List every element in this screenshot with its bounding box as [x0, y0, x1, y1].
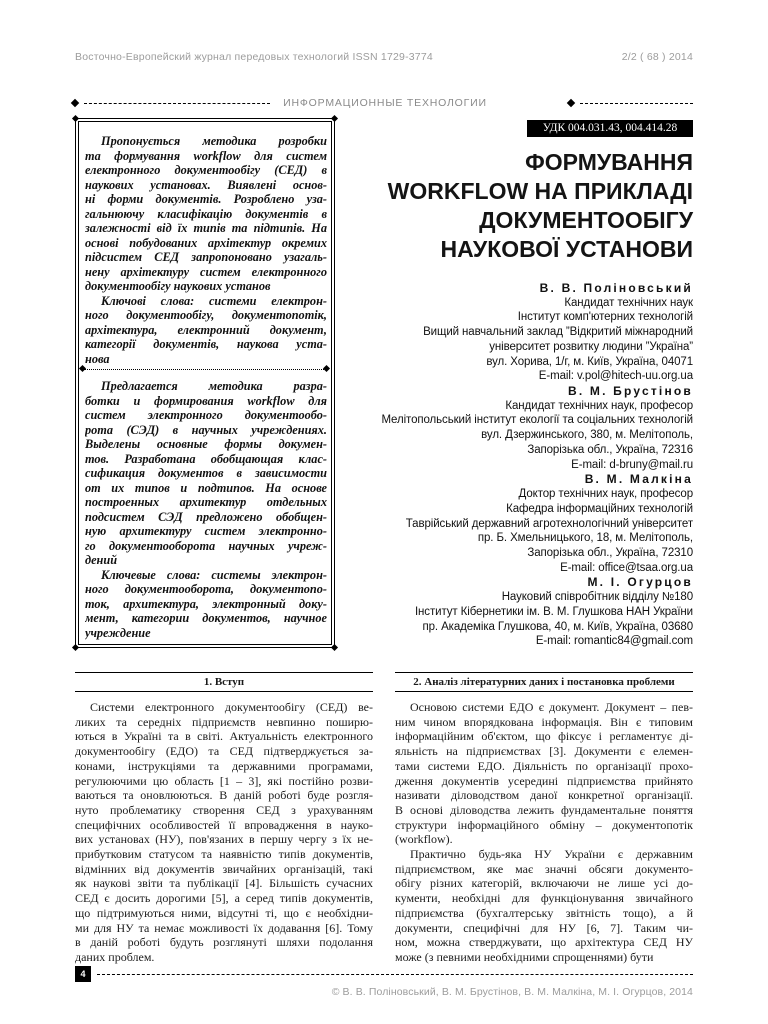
text-line: прибутковим статусом та наявністю типів документів,: [75, 847, 373, 862]
text-line: даних проблем.: [75, 949, 155, 964]
abstract-russian: [85, 379, 327, 640]
udk-code: УДК 004.031.43, 004.414.28: [527, 120, 693, 137]
text-line: документи, специфічні для НУ [6, 7]. Таким чи-: [395, 920, 693, 935]
text-line: ную архитектуру систем электронно-: [85, 524, 327, 538]
author-name: М. І. Огурцов: [587, 575, 693, 590]
author-detail-line: Таврійський державний агротехнологічний університет: [405, 517, 693, 530]
text-line: рота (СЭД) в научных учреждениях.: [85, 422, 327, 437]
text-line: обігу різних категорій, включаючи не лише усі до-: [395, 876, 693, 891]
text-line: структури інформаційного обміну – документопотік: [395, 817, 693, 832]
text-line: от их типов и подтипов. На основе: [85, 480, 327, 495]
author-name: В. В. Поліновський: [539, 281, 693, 295]
text-line: залежності від їх типів та підтипів. На: [85, 221, 327, 235]
author-block: [333, 384, 693, 472]
journal-title: Восточно-Европейский журнал передовых технологий ISSN 1729-3774: [75, 51, 433, 63]
author-detail-line: Кандидат технічних наук: [564, 296, 693, 309]
journal-section-title: ИНФОРМАЦИОННЫЕ ТЕХНОЛОГИИ: [283, 97, 487, 109]
author-detail-line: Науковий співробітник відділу №180: [501, 591, 693, 604]
text-line: (workflow).: [395, 832, 453, 847]
text-line: відмінних від документів звичайних організацій, такі: [75, 861, 373, 876]
text-line: В основі діловодства лежить фундаментальне поняття: [395, 802, 693, 817]
title-line: WORKFLOW НА ПРИКЛАДІ: [387, 178, 693, 204]
author-detail-line: E-mail: d-bruny@mail.ru: [571, 458, 693, 471]
text-line: ним чином впорядкована інформація. Він є типовим: [395, 714, 693, 729]
paragraph: [75, 700, 373, 965]
text-line: в даній роботі будуть розглянуті шляхи подолання: [75, 935, 373, 950]
author-detail-line: E-mail: v.pol@hitech-uu.org.ua: [538, 370, 693, 383]
text-line: дений: [85, 553, 118, 567]
author-block: [333, 575, 693, 649]
author-detail-line: університет розвитку людини ”Україна”: [489, 340, 693, 353]
author-detail-line: вул. Дзержинського, 380, м. Мелітополь,: [481, 429, 693, 442]
paragraph: [85, 134, 327, 294]
abstract-separator: [84, 369, 326, 370]
text-line: мент, категории документов, научное: [85, 611, 327, 625]
paragraph: [395, 700, 693, 847]
text-line: го документооборота научных учреж-: [85, 538, 327, 553]
text-line: може (з певними необхідними спрощеннями) бути: [395, 949, 654, 964]
text-line: Ключевые слова: системы электрон-: [101, 567, 327, 582]
text-line: Ключові слова: системи електрон-: [101, 293, 327, 308]
author-detail-line: Доктор технічних наук, професор: [518, 488, 693, 501]
author-detail-line: пр. Академіка Глушкова, 40, м. Київ, Україна, 03680: [422, 620, 693, 633]
title-line: ДОКУМЕНТООБІГУ: [479, 207, 693, 233]
author-detail-line: Кафедра інформаційних технологій: [506, 502, 693, 515]
author-name: В. М. Брустінов: [567, 384, 693, 399]
text-line: основі побудованих архітектур окремих: [85, 235, 327, 250]
author-block: [333, 281, 693, 384]
author-detail-line: пр. Б. Хмельницького, 18, м. Мелітополь,: [477, 532, 693, 545]
text-line: ються в Україні та в світі. Актуальність електронного: [75, 729, 373, 744]
text-line: СЕД є досить дорогими [5], а серед типів документів,: [75, 891, 373, 906]
text-line: інформаційним об'єктом, що фіксує і регламентує ді-: [395, 729, 693, 744]
body-column-right: [395, 700, 693, 965]
text-line: Выделены основные формы докумен-: [85, 437, 327, 451]
text-line: нова: [85, 351, 110, 366]
corner-ornament-icon: [72, 644, 79, 651]
text-line: Пропонується методика розробки: [101, 134, 327, 148]
text-line: ботки и формирования workflow для: [85, 393, 327, 408]
diamond-ornament-icon: [567, 99, 575, 107]
text-line: систем электронного документообо-: [85, 408, 327, 422]
page-number: 4: [75, 966, 91, 982]
text-line: як наукові звіти та публікації [4]. Більшість сучасних: [75, 876, 373, 891]
paragraph: [85, 294, 327, 367]
author-list: [333, 281, 693, 649]
text-line: категорії документів, наукова уста-: [85, 337, 327, 351]
text-line: кументи, необхідні для функціонування звичайного: [395, 891, 693, 906]
body-column-left: [75, 700, 373, 965]
dashed-rule: [580, 103, 693, 104]
text-line: ваються та оновлюються. В даній роботі буде розгля-: [75, 788, 373, 803]
text-line: та формування workflow для систем: [85, 148, 327, 163]
abstract-box: [75, 118, 335, 648]
text-line: яльність на підприємствах [3]. Документи є елемен-: [395, 744, 693, 759]
text-line: ні форми документів. Розроблено уза-: [85, 192, 327, 206]
text-line: наукових установах. Виявлені основ-: [85, 177, 327, 192]
text-line: електронного документообігу (СЕД) в: [85, 163, 327, 177]
footer-dashed-rule: [97, 974, 693, 975]
text-line: конами, інструкціями та державними програмами,: [75, 758, 373, 773]
text-line: тами системи ЕДО. Діяльність по організації прохо-: [395, 758, 693, 773]
abstract-ukrainian: [85, 134, 327, 366]
paragraph: [85, 379, 327, 568]
text-line: вих установах (НУ), пов'язаних в першу чергу з їх не-: [75, 832, 373, 847]
text-line: підприємства (бухгалтерську звітність тощо), а й: [395, 905, 693, 920]
issue-number: 2/2 ( 68 ) 2014: [621, 51, 693, 63]
text-line: що підтримуються ними, відсутні ті, що є необхідни-: [75, 905, 373, 920]
text-line: тов. Разработана обобщающая клас-: [85, 451, 327, 466]
text-line: построенных архитектур отдельных: [85, 495, 327, 509]
text-line: Практично будь-яка НУ України є державним: [410, 847, 693, 862]
author-detail-line: Інститут комп'ютерних технологій: [517, 311, 693, 324]
author-detail-line: Вищий навчальний заклад ”Відкритий міжнародний: [423, 326, 693, 339]
text-line: дження документів усередині підприємства прийнято: [395, 773, 693, 788]
section-heading-analysis: 2. Аналіз літературних даних і постановка проблеми: [395, 672, 693, 692]
dashed-rule: [84, 103, 270, 104]
corner-ornament-icon: [331, 115, 338, 122]
text-line: ного документообігу, документопотік,: [85, 308, 327, 322]
copyright-notice: © В. В. Поліновський, В. М. Брустінов, В. М. Малкіна, М. І. Огурцов, 2014: [331, 986, 693, 998]
title-line: НАУКОВОЇ УСТАНОВИ: [440, 236, 693, 262]
author-detail-line: E-mail: romantic84@gmail.com: [535, 635, 693, 648]
text-line: підсистем СЕД запропоновано узагаль-: [85, 250, 327, 264]
author-detail-line: Інститут Кібернетики ім. В. М. Глушкова НАН України: [414, 605, 693, 618]
title-line: ФОРМУВАННЯ: [525, 149, 693, 175]
author-detail-line: Мелітопольський інститут екології та соціальних технологій: [381, 414, 693, 427]
section-heading-introduction: 1. Вступ: [75, 672, 373, 692]
text-line: Основою системи ЕДО є документ. Документ – пев-: [410, 700, 693, 714]
text-line: називати діловодством даної конкретної організації.: [395, 788, 693, 803]
paragraph: [85, 568, 327, 641]
paragraph: [395, 847, 693, 965]
text-line: нуто проблематику створення СЕД з урахуванням: [75, 802, 373, 817]
text-line: підприємством, яке має значні обсяги документо-: [395, 861, 693, 876]
author-detail-line: Кандидат технічних наук, професор: [505, 399, 693, 412]
author-detail-line: вул. Хорива, 1/г, м. Київ, Україна, 04071: [486, 355, 693, 368]
author-detail-line: E-mail: office@tsaa.org.ua: [560, 561, 693, 574]
text-line: сификация документов в зависимости: [85, 466, 327, 480]
author-detail-line: Запорізька обл., Україна, 72310: [527, 546, 693, 559]
author-block: [333, 472, 693, 575]
text-line: подсистем СЭД предложено обобщен-: [85, 509, 327, 524]
text-line: Системи електронного документообігу (СЕД) ве-: [90, 700, 373, 714]
text-line: ток, архитектура, электронный доку-: [85, 596, 327, 611]
text-line: ного документооборота, документопо-: [85, 582, 327, 596]
text-line: ми для НУ та немає можливості їх додавання [6]. Тому: [75, 920, 373, 935]
text-line: нену архітектуру систем електронного: [85, 264, 327, 279]
text-line: документообігу (ЕДО) та СЕД підтверджується за-: [75, 744, 373, 759]
text-line: документообігу наукових установ: [85, 279, 271, 293]
text-line: регулюючими цю область [1 – 3], які постійно розви-: [75, 773, 373, 788]
text-line: учреждение: [85, 625, 151, 640]
text-line: архітектура, електронний документ,: [85, 322, 327, 337]
article-title: [345, 148, 693, 264]
text-line: ном, можна стверджувати, що архітектура СЕД НУ: [395, 935, 693, 950]
text-line: специфічних особливостей її впровадження в науко-: [75, 817, 373, 832]
text-line: гальнюючу класифікацію документів в: [85, 206, 327, 221]
text-line: Предлагается методика разра-: [101, 379, 327, 393]
author-detail-line: Запорізька обл., Україна, 72316: [527, 443, 693, 456]
diamond-ornament-icon: [71, 99, 79, 107]
author-name: В. М. Малкіна: [584, 472, 693, 487]
text-line: ликих та середніх підприємств невпинно поширю-: [75, 714, 373, 729]
running-header: [75, 50, 693, 64]
